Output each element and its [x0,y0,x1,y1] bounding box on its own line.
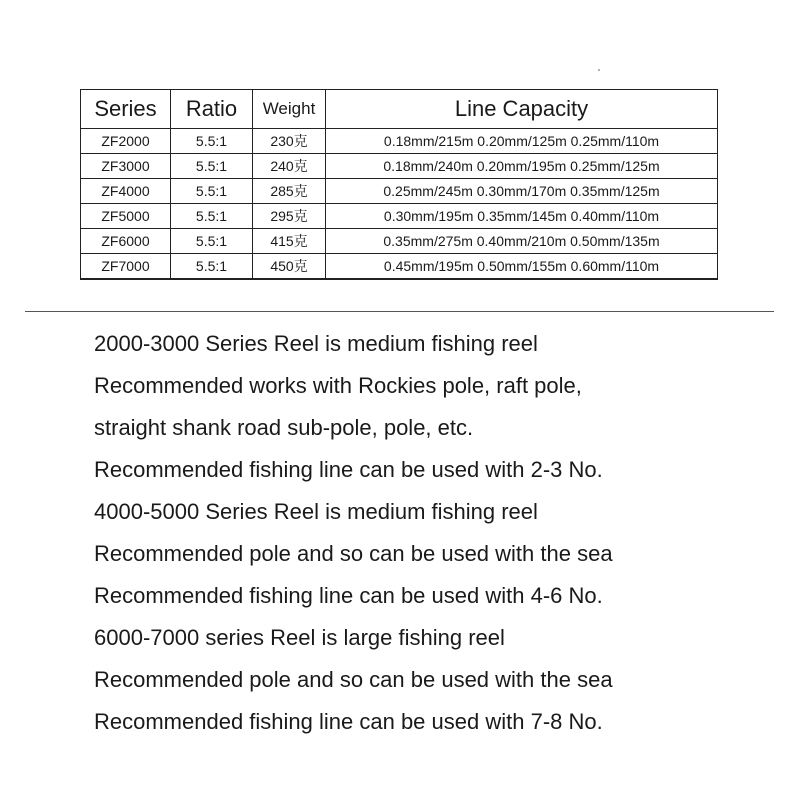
note-line: Recommended pole and so can be used with the sea [94,541,613,566]
table-row [81,254,718,280]
note-line: Recommended fishing line can be used with 7-8 No. [94,709,603,734]
cell-ratio: 5.5:1 [171,229,253,254]
cell-weight: 415克 [253,229,326,254]
note-line: straight shank road sub-pole, pole, etc. [94,415,474,440]
cell-weight: 240克 [253,154,326,179]
note-line: 2000-3000 Series Reel is medium fishing reel [94,331,538,356]
note-line: Recommended pole and so can be used with the sea [94,667,613,692]
note-line: 4000-5000 Series Reel is medium fishing reel [94,499,538,524]
table-row [81,154,718,179]
header-weight: Weight [253,90,326,129]
cell-weight: 450克 [253,254,326,280]
table-row [81,229,718,254]
cell-series: ZF4000 [81,179,171,204]
table-header-row [81,90,718,129]
table-row [81,179,718,204]
cell-ratio: 5.5:1 [171,254,253,280]
table-row [81,129,718,154]
cell-ratio: 5.5:1 [171,129,253,154]
cell-line-capacity: 0.25mm/245m 0.30mm/170m 0.35mm/125m [326,179,718,204]
header-ratio: Ratio [171,90,253,129]
cell-series: ZF3000 [81,154,171,179]
cell-series: ZF2000 [81,129,171,154]
cell-weight: 285克 [253,179,326,204]
cell-series: ZF5000 [81,204,171,229]
cell-ratio: 5.5:1 [171,204,253,229]
section-divider [25,311,774,312]
cell-ratio: 5.5:1 [171,154,253,179]
header-series: Series [81,90,171,129]
note-line: 6000-7000 series Reel is large fishing reel [94,625,505,650]
cell-line-capacity: 0.18mm/240m 0.20mm/195m 0.25mm/125m [326,154,718,179]
notes-list [94,323,613,743]
spec-table [80,89,718,280]
speck-mark [598,69,600,71]
note-line: Recommended fishing line can be used with 4-6 No. [94,583,603,608]
cell-ratio: 5.5:1 [171,179,253,204]
cell-line-capacity: 0.18mm/215m 0.20mm/125m 0.25mm/110m [326,129,718,154]
note-line: Recommended fishing line can be used with 2-3 No. [94,457,603,482]
cell-line-capacity: 0.35mm/275m 0.40mm/210m 0.50mm/135m [326,229,718,254]
cell-series: ZF6000 [81,229,171,254]
cell-weight: 295克 [253,204,326,229]
cell-line-capacity: 0.30mm/195m 0.35mm/145m 0.40mm/110m [326,204,718,229]
cell-line-capacity: 0.45mm/195m 0.50mm/155m 0.60mm/110m [326,254,718,280]
table-row [81,204,718,229]
header-line-capacity: Line Capacity [326,90,718,129]
cell-weight: 230克 [253,129,326,154]
note-line: Recommended works with Rockies pole, raft pole, [94,373,582,398]
cell-series: ZF7000 [81,254,171,280]
